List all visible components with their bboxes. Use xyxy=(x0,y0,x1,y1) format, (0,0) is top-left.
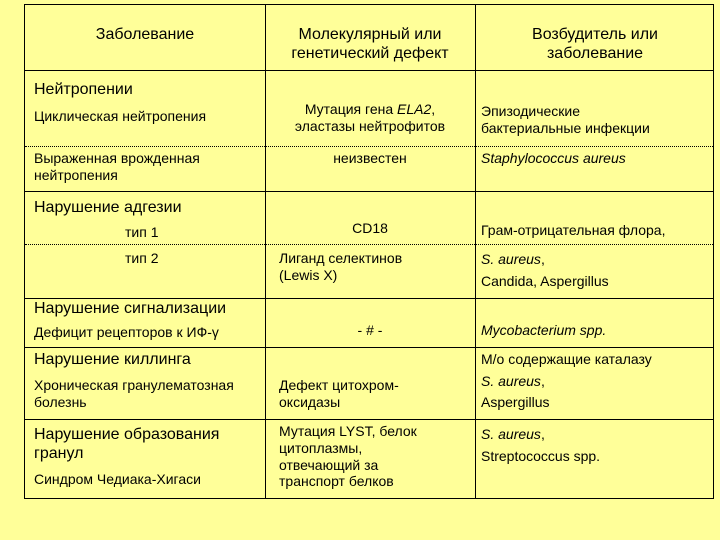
defect-ela2: Мутация гена ELA2, эластазы нейтрофитов xyxy=(294,101,446,134)
defect-cytochrome-oxidase: Дефект цитохром- оксидазы xyxy=(279,377,399,410)
section-title-granules: Нарушение образования гранул xyxy=(34,426,220,463)
disease-cyclic-neutropenia: Циклическая нейтропения xyxy=(34,108,207,124)
row-divider xyxy=(25,70,713,71)
header-pathogen: Возбудитель или заболевание xyxy=(532,26,658,63)
disease-congenital-neutropenia: Выраженная врожденная нейтропения xyxy=(34,150,200,183)
disease-type-2: тип 2 xyxy=(125,250,159,266)
disease-ifn-receptor: Дефицит рецепторов к ИФ-γ xyxy=(34,324,219,340)
pathogen-gram-negative: Грам-отрицательная флора, xyxy=(481,222,666,238)
defect-hash: - # - xyxy=(357,322,383,338)
header-defect: Молекулярный или генетический дефект xyxy=(291,26,449,63)
pathogen-mycobacterium: Mycobacterium spp. xyxy=(481,322,607,338)
section-title-neutropenia: Нейтропении xyxy=(34,81,133,98)
defect-unknown: неизвестен xyxy=(333,150,407,166)
defect-cd18: CD18 xyxy=(352,220,388,236)
dotted-divider xyxy=(25,244,713,245)
defect-lyst: Мутация LYST, белок цитоплазмы, отвечающий за транспорт белков xyxy=(279,423,417,490)
section-title-adhesion: Нарушение адгезии xyxy=(34,199,182,216)
column-divider xyxy=(265,5,266,498)
disease-chediak-higashi: Синдром Чедиака-Хигаси xyxy=(34,471,201,487)
pathogen-staph: Staphylococcus aureus xyxy=(481,150,626,166)
pathogen-aureus-candida: S. aureus, Candida, Aspergillus xyxy=(481,251,609,289)
pathogen-catalase: М/о содержащие каталазу S. aureus, Aspergillus xyxy=(481,351,652,411)
column-divider xyxy=(475,5,476,498)
defect-selectin-ligand: Лиганд селектинов (Lewis X) xyxy=(279,250,403,283)
disease-cgd: Хроническая гранулематозная болезнь xyxy=(34,377,234,410)
header-disease: Заболевание xyxy=(95,26,195,43)
section-title-killing: Нарушение киллинга xyxy=(34,351,191,368)
disease-type-1: тип 1 xyxy=(125,224,159,240)
pathogen-episodic: Эпизодические бактериальные инфекции xyxy=(481,103,650,136)
row-divider xyxy=(25,191,713,192)
disease-table xyxy=(24,4,714,499)
pathogen-aureus-strep: S. aureus, Streptococcus spp. xyxy=(481,426,601,464)
section-title-signaling: Нарушение сигнализации xyxy=(34,300,227,317)
row-divider xyxy=(25,347,713,348)
row-divider xyxy=(25,419,713,420)
dotted-divider xyxy=(25,146,713,147)
